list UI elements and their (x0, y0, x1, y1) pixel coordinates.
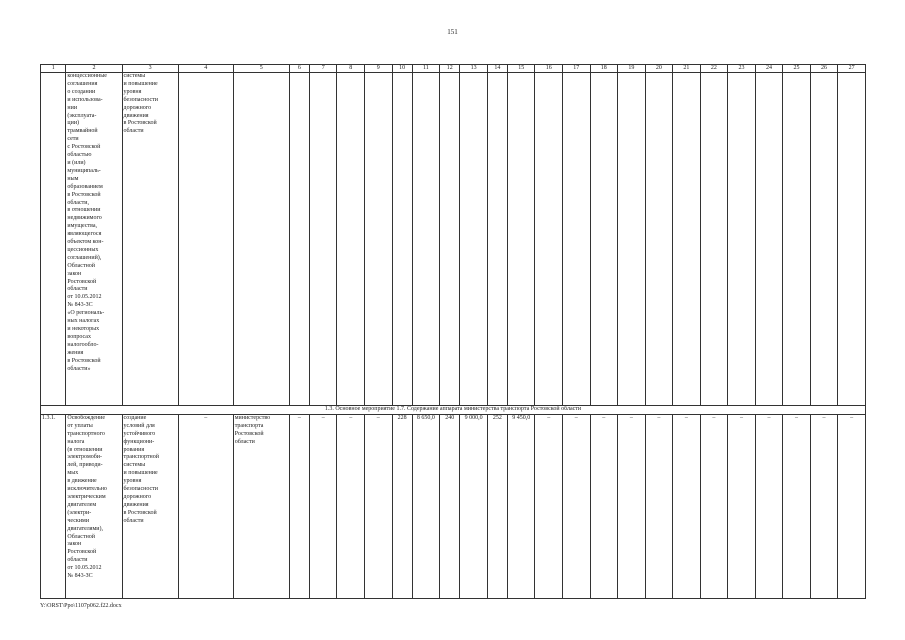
column-number: 13 (460, 65, 488, 73)
table-cell: 240 (440, 414, 460, 598)
table-cell: – (590, 414, 618, 598)
column-number: 8 (337, 65, 365, 73)
goal-cell: создание условий для устойчивого функциони- рования транспортной системы и повышение уровня безопасности дорожного движения в Ростовской области (122, 414, 178, 598)
column-number: 27 (838, 65, 866, 73)
column-number: 19 (618, 65, 646, 73)
column-number: 18 (590, 65, 618, 73)
section-heading-row (41, 406, 866, 415)
table-cell: – (289, 414, 309, 598)
column-number: 16 (535, 65, 563, 73)
column-number: 2 (66, 65, 122, 73)
file-path-footer: Y:\ORST\Ppo\1107p062.f22.docx (40, 603, 122, 609)
legal-basis-cell: концессионные соглашения о создании и использова- нии (эксплуата- ции) трамвайной сети с Ростовской областью и (или) муниципаль- ным образованием в Ростовской области, в отношении недвижимого имущества, являющегося объектом кон- цессионных соглашений), Областной закон Ростовской области от 10.05.2012 № 843-ЗС «О региональ- ных налогах и некоторых вопросах налогообло- жения в Ростовской области» (66, 73, 122, 406)
legal-basis-cell: Освобождение от уплаты транспортного налога (в отношении электромоби- лей, приводи- мых в движение исключительно электрическим двигателем (электри- ческими двигателями), Областной закон Ростовской области от 10.05.2012 № 843-ЗС (66, 414, 122, 598)
table-cell: – (178, 414, 233, 598)
table-cell: – (309, 414, 337, 598)
table-cell: – (563, 414, 591, 598)
table-cell: – (645, 414, 673, 598)
table-cell: 252 (487, 414, 507, 598)
table-cell: – (700, 414, 728, 598)
column-number-row (41, 65, 866, 73)
table-cell: – (673, 414, 701, 598)
table-cell: – (337, 414, 365, 598)
column-number: 20 (645, 65, 673, 73)
table-cell: 9 450,0 (507, 414, 535, 598)
column-number: 4 (178, 65, 233, 73)
responsible-cell: министерство транспорта Ростовской области (233, 414, 289, 598)
page-number: 151 (447, 28, 458, 36)
continuation-row (41, 73, 866, 406)
column-number: 24 (755, 65, 783, 73)
table-cell: – (810, 414, 838, 598)
column-number: 11 (412, 65, 440, 73)
column-number: 15 (507, 65, 535, 73)
table-cell: 228 (392, 414, 412, 598)
column-number: 7 (309, 65, 337, 73)
column-number: 1 (41, 65, 66, 73)
column-number: 5 (233, 65, 289, 73)
column-number: 26 (810, 65, 838, 73)
column-number: 14 (487, 65, 507, 73)
table-cell: – (728, 414, 756, 598)
program-table (40, 64, 866, 599)
column-number: 10 (392, 65, 412, 73)
table-row-1-3-1 (41, 414, 866, 598)
column-number: 6 (289, 65, 309, 73)
table-cell: – (838, 414, 866, 598)
table-cell: 8 650,0 (412, 414, 440, 598)
column-number: 22 (700, 65, 728, 73)
column-number: 9 (365, 65, 393, 73)
column-number: 21 (673, 65, 701, 73)
column-number: 23 (728, 65, 756, 73)
goal-cell: системы и повышение уровня безопасности дорожного движения в Ростовской области (122, 73, 178, 406)
column-number: 25 (783, 65, 811, 73)
table-cell: – (535, 414, 563, 598)
column-number: 3 (122, 65, 178, 73)
table-cell: 9 000,0 (460, 414, 488, 598)
column-number: 17 (563, 65, 591, 73)
table-cell: – (783, 414, 811, 598)
row-number-cell: 1.3.1. (41, 414, 66, 598)
section-heading: 1.3. Основное мероприятие 1.7. Содержание аппарата министерства транспорта Ростовской области (41, 406, 866, 415)
table-cell: – (618, 414, 646, 598)
column-number: 12 (440, 65, 460, 73)
table-cell: – (755, 414, 783, 598)
table-cell: – (365, 414, 393, 598)
